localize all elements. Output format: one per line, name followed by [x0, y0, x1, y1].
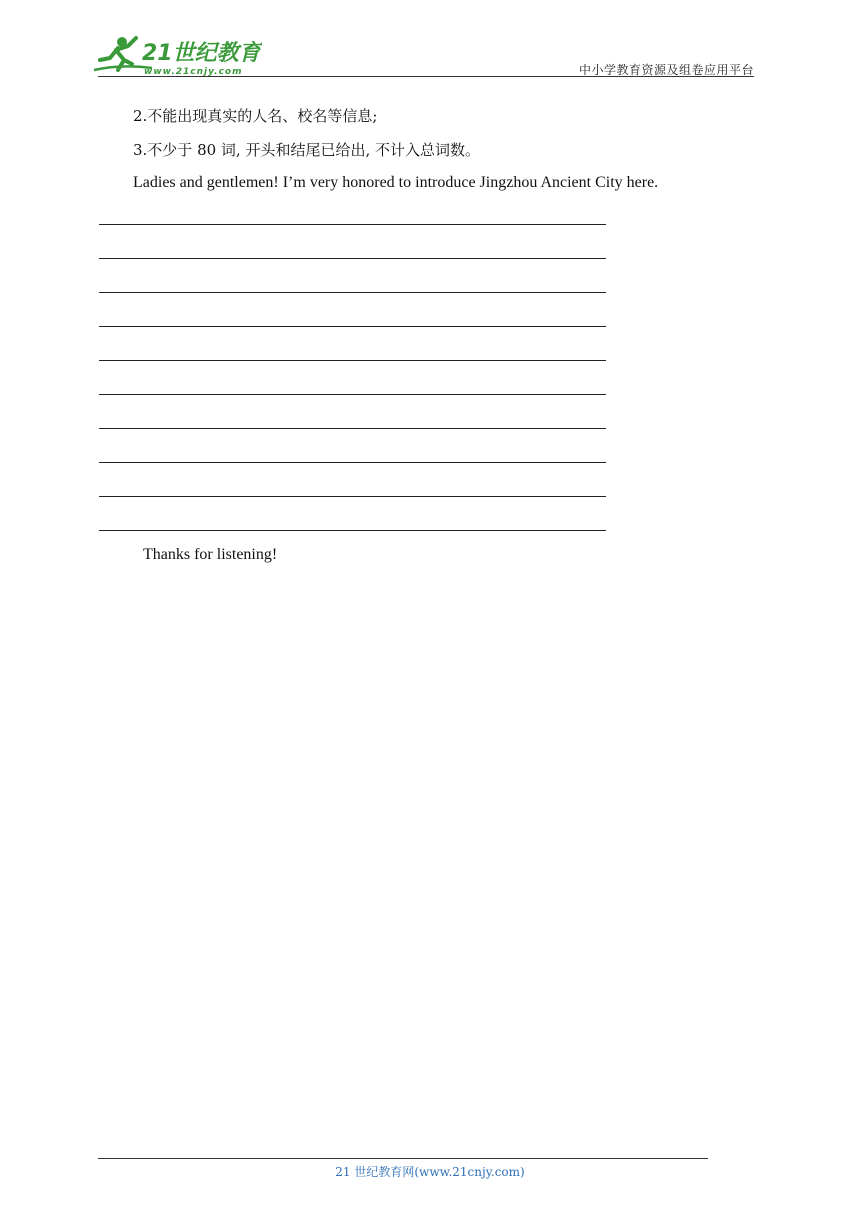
runner-logo-icon [92, 34, 262, 78]
blank-answer-line[interactable] [99, 292, 606, 293]
blank-answer-line[interactable] [99, 360, 606, 361]
platform-title: 中小学教育资源及组卷应用平台 [578, 63, 754, 77]
blank-answer-line[interactable] [99, 530, 606, 531]
site-logo [92, 34, 262, 78]
answer-writing-area[interactable] [99, 224, 606, 564]
header-divider [98, 76, 754, 77]
svg-text:www.21cnjy.com: www.21cnjy.com [144, 67, 243, 77]
blank-answer-line[interactable] [99, 496, 606, 497]
blank-answer-line[interactable] [99, 428, 606, 429]
blank-answer-line[interactable] [99, 394, 606, 395]
page-header [0, 0, 860, 80]
essay-closing: Thanks for listening! [143, 546, 278, 563]
blank-answer-line[interactable] [99, 224, 606, 225]
svg-text:21世纪教育: 21世纪教育 [142, 41, 261, 66]
footer-link[interactable]: 21 世纪教育网(www.21cnjy.com) [335, 1165, 525, 1179]
instruction-item-2: 2.不能出现真实的人名、校名等信息; [133, 107, 378, 125]
essay-opening: Ladies and gentlemen! I’m very honored to introduce Jingzhou Ancient City here. [133, 174, 659, 191]
blank-answer-line[interactable] [99, 326, 606, 327]
footer-divider [98, 1158, 708, 1159]
blank-answer-line[interactable] [99, 462, 606, 463]
instruction-item-3: 3.不少于 80 词, 开头和结尾已给出, 不计入总词数。 [133, 141, 481, 159]
blank-answer-line[interactable] [99, 258, 606, 259]
